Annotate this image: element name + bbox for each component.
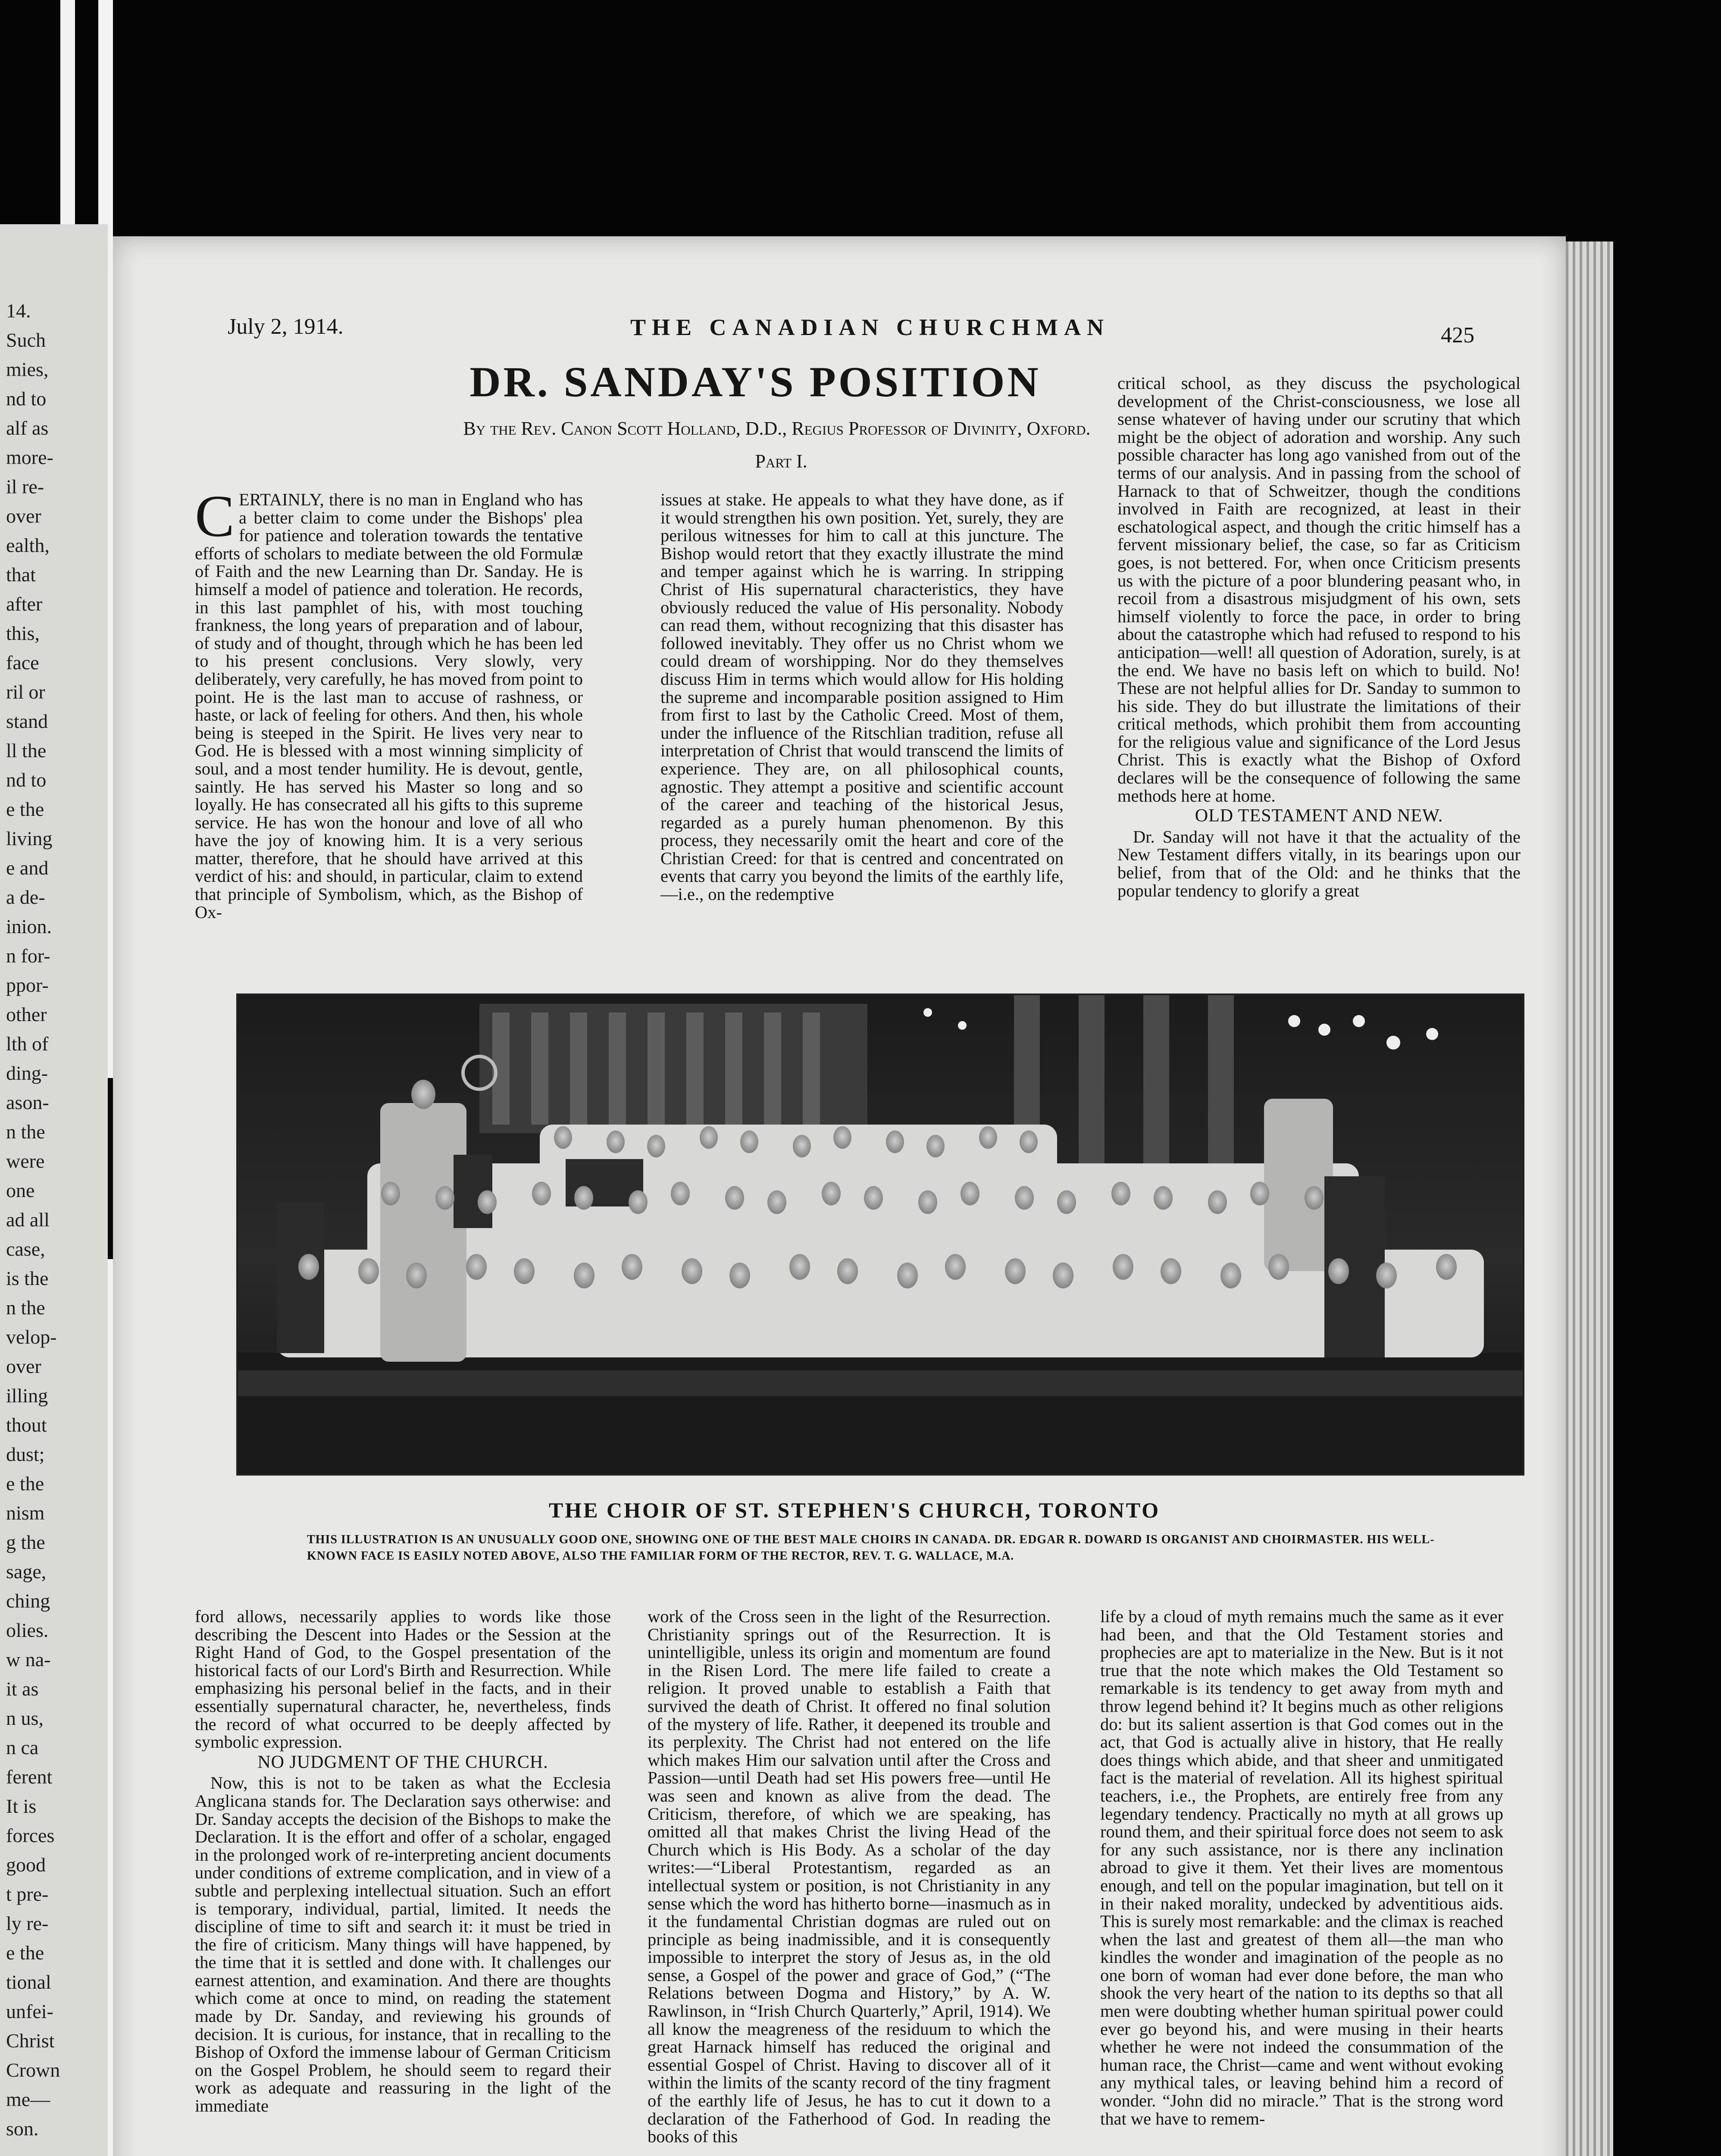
facing-page-text-fragment: illing <box>6 1385 48 1407</box>
facing-page-text-fragment: thout <box>6 1414 47 1436</box>
facing-page-text-fragment: ll the <box>6 740 47 761</box>
facing-page-text-fragment: inion. <box>6 915 52 937</box>
facing-page-text-fragment: ferent <box>6 1766 53 1788</box>
choir-member-face <box>1053 1263 1073 1288</box>
choir-member-face <box>1268 1254 1289 1280</box>
paragraph: work of the Cross seen in the light of the Resurrection. Christianity springs out of the Resurrection. It is unintelligible, unless its origin and momentum are found in the Risen Lord. The mere life failed to create a religion. It proved unable to establish a Faith that survived the death of Christ. It offered no final solution of the mystery of life. Rather, it deepened its trouble and its perplexity. The Christ had not entered on the life which makes Him our salvation until after the Cross and Passion—until Death had set His powers free—until He was seen and known as alive from the dead. The Criticism, therefore, of which we are speaking, has omitted all that makes Christ the living Head of the Church which is His Body. As a scholar of the day writes:—“Liberal Protestantism, regarded as an intellectual system or position, is not Christianity in any sense which the word has hitherto borne—inasmuch as in it the fundamental Christian dogmas are ruled out on principle as being inadmissible, and it is consequently impossible to interpret the story of Jesus as, in the old sense, a Gospel of the power and grace of God,” (“The Relations between Dogma and History,” by A. W. Rawlinson, in “Irish Church Quarterly,” April, 1914). We all know the meagreness of the residuum to which the great Harnack himself has reduced the original and essential Gospel of Christ. Having to discover all of it within the limits of the scanty record of the tiny fragment of the earthly life of Jesus, he has to cut it down to a declaration of the Fatherhood of God. In reading the books of this <box>648 1607 1051 2147</box>
photo-caption-body: THIS ILLUSTRATION IS AN UNUSUALLY GOOD ONE, SHOWING ONE OF THE BEST MALE CHOIRS IN CANADA. DR. EDGAR R. DOWARD IS ORGANIST AND CHOIRMASTER. HIS WELL-KNOWN FACE IS EASILY NOTED ABOVE, ALSO THE FAMILIAR FORM OF THE RECTOR, REV. T. G. WALLACE, M.A. <box>307 1533 1435 1563</box>
choir-member-face <box>1111 1182 1130 1206</box>
choir-photograph <box>236 993 1524 1476</box>
choir-member-face <box>298 1254 319 1280</box>
facing-page-text-fragment: nd to <box>6 769 47 791</box>
choir-member-face <box>1154 1186 1173 1210</box>
choir-member-face <box>1005 1258 1026 1284</box>
choir-member-face <box>381 1182 400 1206</box>
facing-page-text-fragment: olies. <box>6 1619 49 1641</box>
paragraph <box>195 483 583 922</box>
facing-page-text-fragment: nism <box>6 1502 45 1524</box>
header-page-number: 425 <box>1441 323 1474 348</box>
choir-member-face <box>833 1126 851 1149</box>
column-2 <box>660 491 1064 903</box>
paragraph: ford allows, necessarily applies to words like those describing the Descent into Hades or the Session at the Right Hand of God, to the Gospel presentation of the historical facts of our Lord's Birth and Resurrection. While emphasizing his personal belief in the facts, and in their essentially supernatural character, he, nevertheless, finds the record of what occurred to be deeply affected by symbolic expression. <box>195 1607 611 1752</box>
choir-member-face <box>647 1135 665 1158</box>
choir-member-face <box>886 1131 904 1153</box>
facing-page-text-fragment: dust; <box>6 1443 45 1465</box>
facing-page-text-fragment: il re- <box>6 476 44 498</box>
choir-member-face <box>629 1191 648 1214</box>
page-stack-edges <box>1566 241 1613 2156</box>
choir-member-face <box>822 1182 841 1206</box>
facing-page-text-fragment: alf as <box>6 417 49 439</box>
facing-page-text-fragment: that <box>6 564 36 586</box>
facing-page-text-fragment: n for- <box>6 945 50 967</box>
facing-page-text-fragment: this, <box>6 622 40 644</box>
article-byline: By the Rev. Canon Scott Holland, D.D., Regius Professor of Divinity, Oxford. <box>463 418 1091 439</box>
choir-member-face <box>435 1186 454 1210</box>
paragraph: Now, this is not to be taken as what the Ecclesia Anglicana stands for. The Declaration says otherwise: and Dr. Sanday accepts the decision of the Bishops to make the Declaration. It is the effort and offer of a scholar, engaged in the prolonged work of re-interpreting ancient documents under conditions of extreme complication, and in view of a subtle and perplexing intellectual situation. Such an effort is temporary, individual, partial, limited. It needs the discipline of time to sift and search it: it must be tried in the fire of criticism. Many things will have happened, by the time that it is settled and done with. It challenges our earnest attention, and examination. And there are thoughts which come at once to mind, on reading the statement made by Dr. Sanday, and reviewing his grounds of decision. It is curious, for instance, that in recalling to the Bishop of Oxford the immense labour of German Criticism on the Gospel Problem, he should seem to regard their work as adequate and reassuring in the light of the immediate <box>195 1773 611 2116</box>
facing-page-text-fragment: e and <box>6 857 49 879</box>
facing-page-text-fragment: a de- <box>6 886 45 908</box>
facing-page-text-fragment: good <box>6 1854 46 1876</box>
choir-member-face <box>1220 1263 1241 1288</box>
column-5 <box>648 1608 1051 2146</box>
drop-cap: C <box>195 483 235 549</box>
choir-member-face <box>1376 1263 1397 1288</box>
choir-member-face <box>864 1186 883 1210</box>
facing-page-text-fragment: n ca <box>6 1736 39 1758</box>
choir-member-face <box>671 1182 690 1206</box>
facing-page-text-fragment: living <box>6 827 53 849</box>
article-part: Part I. <box>755 451 807 472</box>
facing-page-text-fragment: ealth, <box>6 534 50 556</box>
facing-page-text-fragment: Crown <box>6 2059 60 2081</box>
header-publication-title: THE CANADIAN CHURCHMAN <box>630 314 1110 340</box>
choir-member-face <box>1020 1131 1038 1153</box>
choir-member-face <box>554 1126 572 1149</box>
facing-page-text-fragment: other <box>6 1003 47 1025</box>
choir-member-face <box>979 1126 997 1149</box>
facing-page-text-fragment: g the <box>6 1531 45 1553</box>
photo-caption-title: THE CHOIR OF ST. STEPHEN'S CHURCH, TORONTO <box>548 1498 1161 1522</box>
choir-member-face <box>700 1126 718 1149</box>
facing-page-text-fragment: ding- <box>6 1062 48 1084</box>
choir-member-face <box>926 1135 945 1158</box>
article-title: DR. SANDAY'S POSITION <box>469 358 1041 406</box>
facing-page-text-fragment: is the <box>6 1267 49 1289</box>
facing-page-text-fragment: 14. <box>6 300 31 322</box>
facing-page-text-fragment: w na- <box>6 1648 51 1670</box>
facing-page-text-fragment: were <box>6 1150 45 1172</box>
facing-page-text-fragment: unfei- <box>6 2000 53 2022</box>
facing-page-text-fragment: ason- <box>6 1091 49 1113</box>
facing-page-text-fragment: more- <box>6 446 53 468</box>
facing-page-text-fragment: sage, <box>6 1561 47 1583</box>
choir-member-face <box>682 1258 702 1284</box>
choir-member-face <box>1161 1258 1181 1284</box>
magazine-page <box>113 236 1566 2156</box>
facing-page-text-fragment: tional <box>6 1971 51 1993</box>
column-6 <box>1100 1608 1503 2128</box>
choir-member-face <box>358 1258 379 1284</box>
choir-member-face <box>607 1131 625 1153</box>
choir-member-face <box>622 1254 642 1280</box>
facing-page-text-fragment: mies, <box>6 358 49 380</box>
paragraph: issues at stake. He appeals to what they have done, as if it would strengthen his own position. Yet, surely, they are perilous witnesses for him to call at this juncture. The Bishop would retort that they exactly illustrate the mind and temper against which he is warring. In stripping Christ of His supernatural characteristics, they have obviously reduced the value of His personality. Nobody can read them, without recognizing that this disaster has followed inevitably. They offer us no Christ whom we could dream of worshipping. Nor do they themselves discuss Him in terms which would allow for His holding the supreme and incomparable position assigned to Him from first to last by the Catholic Creed. Most of them, under the influence of the Ritschlian tradition, refuse all interpretation of Christ that would transcend the limits of experience. They are, on all philosophical counts, agnostic. They attempt a positive and scientific account of the career and teaching of the historical Jesus, regarded as a purely human phenomenon. By this process, they necessarily omit the heart and core of the Christian Creed: for that is centred and concentrated on events that carry you beyond the limits of the earthly life,—i.e., on the redemptive <box>660 490 1064 904</box>
choir-member-face <box>837 1258 858 1284</box>
facing-page-text-fragment: nd to <box>6 388 47 410</box>
facing-page-text-fragment: case, <box>6 1238 45 1260</box>
choir-member-face <box>729 1263 750 1288</box>
paragraph: critical school, as they discuss the psychological development of the Christ-consciousness, we lose all sense whatever of having under our scrutiny that which might be the object of adoration and worship. Any such possible character has long ago vanished from out of the terms of our analysis. And in passing from the school of Harnack to that of Schweitzer, though the conditions involved in Faith are recognized, at least in their eschatological aspect, and though the critic himself has a fervent missionary belief, the case, so far as Criticism goes, is not bettered. For, when once Criticism presents us with the picture of a poor blundering peasant who, in recoil from a disastrous misjudgment of his own, sets himself violently to force the pace, in order to bring about the catastrophe which had refused to respond to his anticipation—well! all question of Adoration, surely, is at the end. We have no basis left on which to build. No! These are not helpful allies for Dr. Sanday to summon to his side. They do but illustrate the limitations of their critical methods, which prohibit them from accounting for the religious value and significance of the Lord Jesus Christ. This is exactly what the Bishop of Oxford declares will be the consequence of following the same methods here at home. <box>1117 373 1521 805</box>
rector-face <box>411 1080 435 1109</box>
facing-page-text-fragment: one <box>6 1179 35 1201</box>
choir-member-face <box>767 1191 786 1214</box>
facing-page-text-fragment: velop- <box>6 1326 57 1348</box>
choir-member-face <box>1015 1186 1034 1210</box>
facing-page-text-fragment: ril or <box>6 681 45 703</box>
choir-member-face <box>466 1254 487 1280</box>
choir-member-face <box>897 1263 918 1288</box>
facing-page-text-fragment: n us, <box>6 1707 44 1729</box>
choir-member-face <box>478 1191 497 1214</box>
facing-page-text-fragment: lth of <box>6 1033 49 1055</box>
facing-page-text-fragment: ching <box>6 1590 50 1612</box>
facing-page-text-fragment: e the <box>6 1942 44 1964</box>
paragraph: Dr. Sanday will not have it that the actuality of the New Testament differs vitally, in its bearings upon our belief, from that of the Old: and he thinks that the popular tendency to glorify a great <box>1117 827 1521 900</box>
column-4 <box>195 1608 611 2115</box>
facing-page-text-fragment: son. <box>6 2118 39 2140</box>
section-heading: NO JUDGMENT OF THE CHURCH. <box>257 1752 548 1772</box>
choir-member-face <box>574 1186 593 1210</box>
choir-member-face <box>406 1263 427 1288</box>
facing-page-text-fragment: e the <box>6 1473 44 1495</box>
facing-page-text-fragment: It is <box>6 1795 37 1817</box>
facing-page-text-fragment: e the <box>6 798 44 820</box>
choir-member-face <box>789 1254 810 1280</box>
choir-member-face <box>532 1182 551 1206</box>
choir-member-face <box>945 1254 966 1280</box>
column-1 <box>195 483 583 922</box>
choir-member-face <box>1328 1258 1349 1284</box>
choir-member-face <box>961 1182 979 1206</box>
choir-member-face <box>918 1191 937 1214</box>
choir-member-face <box>793 1135 811 1158</box>
paragraph-text: ERTAINLY, there is no man in England who has a better claim to come under the Bishops' plea for patience and toleration towards the tentative efforts of scholars to mediate between the old Formulæ of Faith and the new Learning than Dr. Sanday. He is himself a model of patience and toleration. He records, in this last pamphlet of his, with most touching frankness, the long years of preparation and of labour, of study and of thought, through which he has been led to his present conclusions. Very slowly, very deliberately, very carefully, he has moved from point to point. He is the last man to accuse of rashness, or haste, or lack of feeling for others. And then, his whole being is steeped in the Spirit. He lives very near to God. He is blessed with a most winning simplicity of soul, and a most tender humility. He is devout, gentle, saintly. He has served his Master so long and so loyally. He has consecrated all his gifts to this supreme service. He has won the honour and love of all who have the joy of knowing him. It is a very serious matter, therefore, that he should have arrived at this verdict of his: and should, in particular, claim to extend that principle of Symbolism, which, as the Bishop of Ox- <box>195 490 583 922</box>
choir-photo-image <box>238 995 1523 1474</box>
facing-page-text-fragment: stand <box>6 710 48 732</box>
choir-member-face <box>725 1186 744 1210</box>
choir-member-face <box>1250 1182 1269 1206</box>
facing-page-text-fragment: over <box>6 505 41 527</box>
choir-member-face <box>1436 1254 1457 1280</box>
facing-page-text-fragment: Christ <box>6 2030 55 2052</box>
facing-page-text-fragment: Such <box>6 329 46 351</box>
choir-member-face <box>740 1131 758 1153</box>
choir-member-face <box>1305 1186 1324 1210</box>
choir-member-face <box>1057 1191 1076 1214</box>
choir-member-face <box>1113 1254 1133 1280</box>
choir-member-face <box>574 1263 595 1288</box>
facing-page-text-fragment: over <box>6 1355 41 1377</box>
facing-page-text-fragment: ly re- <box>6 1912 49 1934</box>
facing-page-text-fragment: forces <box>6 1824 55 1846</box>
facing-page-text-fragment: t pre- <box>6 1883 49 1905</box>
header-date: July 2, 1914. <box>228 314 344 339</box>
facing-page-text-fragment: face <box>6 652 39 674</box>
facing-page-text-fragment: after <box>6 593 43 615</box>
section-heading: OLD TESTAMENT AND NEW. <box>1195 806 1443 826</box>
facing-page-text-fragment: n the <box>6 1297 45 1319</box>
choir-member-face <box>1208 1191 1227 1214</box>
facing-page-text-fragment: n the <box>6 1121 45 1143</box>
facing-page-edge <box>0 224 108 2156</box>
facing-page-text-fragment: ad all <box>6 1209 50 1231</box>
choir-member-face <box>514 1258 535 1284</box>
facing-page-text-fragment: me— <box>6 2088 50 2110</box>
facing-page-text-fragment: it as <box>6 1678 39 1700</box>
paragraph: life by a cloud of myth remains much the same as it ever had been, and that the Old Testament stories and prophecies are apt to materialize in the New. But is it not true that the note which makes the Old Testament so remarkable is its tendency to get away from myth and throw legend behind it? It begins much as other religions do: but its salient assertion is that God comes out in the act, that God is actually alive in history, that He really does things which abide, and that sheer and unmitigated fact is the material of revelation. All its highest spiritual teachers, i.e., the Prophets, are entirely free from any legendary tendency. Practically no myth at all grows up round them, and their spiritual force does not seem to ask for any such assistance, nor is there any inclination abroad to give it them. Yet their lives are momentous enough, and tell on the popular imagination, but tell on it in their naked morality, undecked by adventitious aids. This is surely most remarkable: and the climax is reached when the last and greatest of them all—the man who kindles the wonder and imagination of the people as no one born of woman had ever done before, the man who shook the very heart of the nation to its depths so that all men were doubting whether human spiritual power could ever go beyond his, and were musing in their hearts whether he were not indeed the consummation of the human race, the Christ—came and went without evoking any mythical tales, or leaving behind him a record of wonder. “John did no miracle.” That is the strong word that we have to remem- <box>1100 1607 1503 2128</box>
column-3 <box>1117 374 1521 899</box>
facing-page-text-fragment: ppor- <box>6 974 49 996</box>
